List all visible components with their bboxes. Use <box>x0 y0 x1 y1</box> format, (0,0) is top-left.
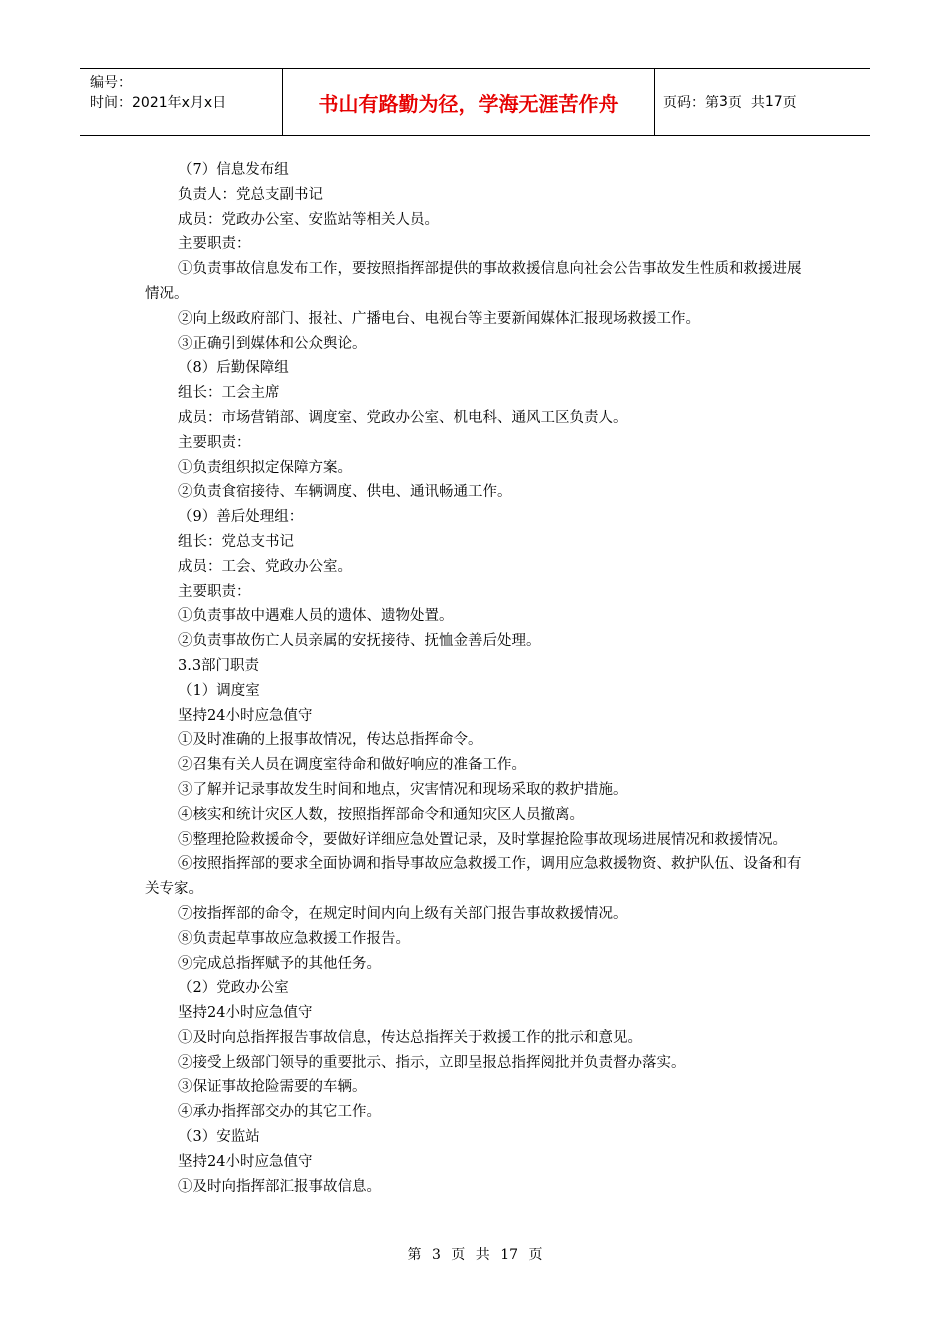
body-paragraph: ①及时向指挥部汇报事故信息。 <box>178 1178 381 1195</box>
document-body <box>145 158 810 1199</box>
page-label: 页码：第 <box>663 95 719 111</box>
body-paragraph: ②负责事故伤亡人员亲属的安抚接待、抚恤金善后处理。 <box>178 633 541 650</box>
page-current: 3 <box>719 94 728 110</box>
body-paragraph: ⑥按照指挥部的要求全面协调和指导事故应急救援工作，调用应急救援物资、救护队伍、设备和有关专家。 <box>145 856 802 898</box>
body-paragraph: ③保证事故抢险需要的车辆。 <box>178 1079 367 1096</box>
body-paragraph: ⑤整理抢险救援命令，要做好详细应急处置记录，及时掌握抢险事故现场进展情况和救援情况。 <box>178 831 787 848</box>
body-paragraph: ④核实和统计灾区人数，按照指挥部命令和通知灾区人员撤离。 <box>178 806 584 823</box>
body-paragraph: ①及时准确的上报事故情况，传达总指挥命令。 <box>178 732 483 749</box>
page-mid: 页 共 <box>727 95 765 111</box>
page-header <box>80 68 870 136</box>
page-footer: 第 3 页 共 17 页 <box>407 1247 543 1263</box>
body-paragraph: 3.3部门职责 <box>178 657 260 674</box>
body-paragraph: 主要职责： <box>178 583 251 600</box>
body-paragraph: ②向上级政府部门、报社、广播电台、电视台等主要新闻媒体汇报现场救援工作。 <box>178 310 700 327</box>
page-end: 页 <box>782 95 797 111</box>
body-paragraph: ③正确引到媒体和公众舆论。 <box>178 335 367 352</box>
body-paragraph: ②接受上级部门领导的重要批示、指示，立即呈报总指挥阅批并负责督办落实。 <box>178 1054 686 1071</box>
header-page-info <box>655 69 870 135</box>
page-total: 17 <box>764 94 783 110</box>
body-paragraph: ④承办指挥部交办的其它工作。 <box>178 1104 381 1121</box>
body-paragraph: ②召集有关人员在调度室待命和做好响应的准备工作。 <box>178 757 526 774</box>
body-paragraph: 组长：党总支书记 <box>178 533 294 550</box>
body-paragraph: （2）党政办公室 <box>178 980 289 997</box>
body-paragraph: ⑧负责起草事故应急救援工作报告。 <box>178 930 410 947</box>
body-paragraph: 主要职责： <box>178 236 251 253</box>
body-paragraph: （8）后勤保障组 <box>178 360 289 377</box>
date-label: 时间：2021年x月x日 <box>90 95 227 111</box>
body-paragraph: （1）调度室 <box>178 682 260 699</box>
body-paragraph: ①及时向总指挥报告事故信息，传达总指挥关于救援工作的批示和意见。 <box>178 1029 642 1046</box>
body-paragraph: 坚持24小时应急值守 <box>178 707 313 724</box>
body-paragraph: ⑨完成总指挥赋予的其他任务。 <box>178 955 381 972</box>
header-motto: 书山有路勤为径，学海无涯苦作舟 <box>283 69 655 135</box>
body-paragraph: 成员：党政办公室、安监站等相关人员。 <box>178 211 439 228</box>
body-paragraph: ⑦按指挥部的命令，在规定时间内向上级有关部门报告事故救援情况。 <box>178 905 628 922</box>
body-paragraph: ①负责事故中遇难人员的遗体、遗物处置。 <box>178 608 454 625</box>
body-paragraph: ③了解并记录事故发生时间和地点，灾害情况和现场采取的救护措施。 <box>178 781 628 798</box>
body-paragraph: ①负责事故信息发布工作，要按照指挥部提供的事故救援信息向社会公告事故发生性质和救援进展情况。 <box>145 261 802 302</box>
body-paragraph: 负责人：党总支副书记 <box>178 186 323 203</box>
body-paragraph: ②负责食宿接待、车辆调度、供电、通讯畅通工作。 <box>178 484 512 501</box>
body-paragraph: （7）信息发布组 <box>178 162 289 178</box>
header-meta <box>80 69 283 135</box>
body-paragraph: （3）安监站 <box>178 1129 260 1146</box>
body-paragraph: ①负责组织拟定保障方案。 <box>178 459 352 476</box>
body-paragraph: 组长：工会主席 <box>178 385 280 402</box>
body-paragraph: （9）善后处理组： <box>178 509 304 526</box>
doc-number-label: 编号： <box>90 75 132 91</box>
body-paragraph: 主要职责： <box>178 434 251 451</box>
body-paragraph: 坚持24小时应急值守 <box>178 1005 313 1022</box>
body-paragraph: 成员：工会、党政办公室。 <box>178 558 352 575</box>
body-paragraph: 成员：市场营销部、调度室、党政办公室、机电科、通风工区负责人。 <box>178 409 628 426</box>
body-paragraph: 坚持24小时应急值守 <box>178 1153 313 1170</box>
